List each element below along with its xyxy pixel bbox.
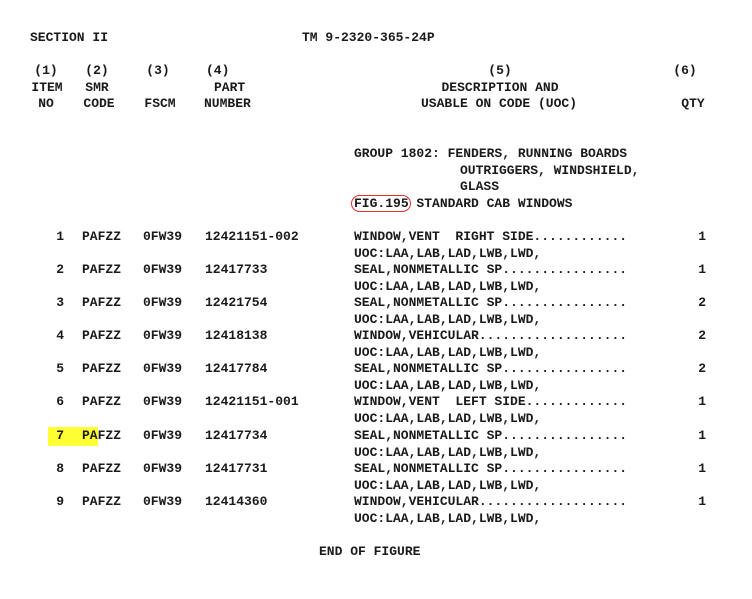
column-number: (6) bbox=[673, 63, 697, 78]
table-row bbox=[0, 262, 752, 295]
uoc-codes: UOC:LAA,LAB,LAD,LWB,LWD, bbox=[354, 246, 542, 261]
smr-code: PAFZZ bbox=[82, 229, 122, 244]
uoc-codes: UOC:LAA,LAB,LAD,LWB,LWD, bbox=[354, 445, 542, 460]
part-description: SEAL,NONMETALLIC SP................ bbox=[354, 295, 628, 310]
part-description: WINDOW,VEHICULAR................... bbox=[354, 328, 628, 343]
column-title: PART bbox=[214, 80, 246, 95]
quantity: 1 bbox=[698, 262, 706, 277]
fscm-code: 0FW39 bbox=[143, 361, 183, 376]
part-description: WINDOW,VENT LEFT SIDE............. bbox=[354, 394, 628, 409]
column-number: (2) bbox=[85, 63, 109, 78]
uoc-codes: UOC:LAA,LAB,LAD,LWB,LWD, bbox=[354, 279, 542, 294]
quantity: 1 bbox=[698, 494, 706, 509]
smr-code: PAFZZ bbox=[82, 428, 122, 443]
column-title: CODE bbox=[83, 96, 115, 111]
column-title: NUMBER bbox=[204, 96, 251, 111]
item-number: 1 bbox=[56, 229, 64, 244]
column-title: FSCM bbox=[144, 96, 176, 111]
column-title: USABLE ON CODE (UOC) bbox=[420, 96, 578, 111]
column-title: QTY bbox=[681, 96, 705, 111]
part-number: 12414360 bbox=[205, 494, 268, 509]
end-of-figure: END OF FIGURE bbox=[319, 544, 421, 559]
smr-code: PAFZZ bbox=[82, 361, 122, 376]
part-number: 12417733 bbox=[205, 262, 268, 277]
table-row bbox=[0, 428, 752, 461]
part-number: 12421151-001 bbox=[205, 394, 299, 409]
quantity: 1 bbox=[698, 229, 706, 244]
group-title-line-1: GROUP 1802: FENDERS, RUNNING BOARDS bbox=[354, 146, 628, 161]
fscm-code: 0FW39 bbox=[143, 428, 183, 443]
tm-number: TM 9-2320-365-24P bbox=[302, 30, 435, 45]
quantity: 1 bbox=[698, 394, 706, 409]
part-number: 12418138 bbox=[205, 328, 268, 343]
part-description: SEAL,NONMETALLIC SP................ bbox=[354, 262, 628, 277]
smr-code: PAFZZ bbox=[82, 328, 122, 343]
smr-code: PAFZZ bbox=[82, 295, 122, 310]
fscm-code: 0FW39 bbox=[143, 461, 183, 476]
quantity: 2 bbox=[698, 328, 706, 343]
table-row bbox=[0, 394, 752, 427]
figure-caption: 5 STANDARD CAB WINDOWS bbox=[400, 196, 573, 211]
part-number: 12421754 bbox=[205, 295, 268, 310]
item-number: 4 bbox=[56, 328, 64, 343]
part-description: SEAL,NONMETALLIC SP................ bbox=[354, 361, 628, 376]
figure-label: FIG.19 bbox=[354, 196, 401, 211]
table-row bbox=[0, 229, 752, 262]
part-description: SEAL,NONMETALLIC SP................ bbox=[354, 461, 628, 476]
uoc-codes: UOC:LAA,LAB,LAD,LWB,LWD, bbox=[354, 478, 542, 493]
section-label: SECTION II bbox=[30, 30, 109, 45]
smr-code: PAFZZ bbox=[82, 394, 122, 409]
item-number: 9 bbox=[56, 494, 64, 509]
part-number: 12417784 bbox=[205, 361, 268, 376]
part-description: WINDOW,VEHICULAR................... bbox=[354, 494, 628, 509]
smr-code: PAFZZ bbox=[82, 494, 122, 509]
column-title: ITEM bbox=[31, 80, 63, 95]
item-number: 6 bbox=[56, 394, 64, 409]
uoc-codes: UOC:LAA,LAB,LAD,LWB,LWD, bbox=[354, 511, 542, 526]
uoc-codes: UOC:LAA,LAB,LAD,LWB,LWD, bbox=[354, 411, 542, 426]
part-number: 12421151-002 bbox=[205, 229, 299, 244]
column-title: SMR bbox=[85, 80, 109, 95]
table-row bbox=[0, 361, 752, 394]
item-number: 7 bbox=[56, 428, 64, 443]
quantity: 2 bbox=[698, 361, 706, 376]
part-number: 12417734 bbox=[205, 428, 268, 443]
column-title: DESCRIPTION AND bbox=[441, 80, 559, 95]
smr-code: PAFZZ bbox=[82, 461, 122, 476]
quantity: 1 bbox=[698, 461, 706, 476]
table-row bbox=[0, 461, 752, 494]
fscm-code: 0FW39 bbox=[143, 494, 183, 509]
uoc-codes: UOC:LAA,LAB,LAD,LWB,LWD, bbox=[354, 345, 542, 360]
column-title: NO bbox=[38, 96, 54, 111]
part-description: SEAL,NONMETALLIC SP................ bbox=[354, 428, 628, 443]
fscm-code: 0FW39 bbox=[143, 262, 183, 277]
table-row bbox=[0, 328, 752, 361]
part-description: WINDOW,VENT RIGHT SIDE............ bbox=[354, 229, 628, 244]
fscm-code: 0FW39 bbox=[143, 394, 183, 409]
fscm-code: 0FW39 bbox=[143, 295, 183, 310]
quantity: 1 bbox=[698, 428, 706, 443]
group-title-line-3: GLASS bbox=[460, 179, 500, 194]
uoc-codes: UOC:LAA,LAB,LAD,LWB,LWD, bbox=[354, 312, 542, 327]
fscm-code: 0FW39 bbox=[143, 229, 183, 244]
column-number: (3) bbox=[146, 63, 170, 78]
smr-code: PAFZZ bbox=[82, 262, 122, 277]
group-title-line-2: OUTRIGGERS, WINDSHIELD, bbox=[460, 163, 640, 178]
column-number: (4) bbox=[206, 63, 230, 78]
red-circle-annotation bbox=[351, 195, 411, 212]
fscm-code: 0FW39 bbox=[143, 328, 183, 343]
item-number: 3 bbox=[56, 295, 64, 310]
item-number: 5 bbox=[56, 361, 64, 376]
item-number: 8 bbox=[56, 461, 64, 476]
table-row bbox=[0, 494, 752, 527]
uoc-codes: UOC:LAA,LAB,LAD,LWB,LWD, bbox=[354, 378, 542, 393]
item-number: 2 bbox=[56, 262, 64, 277]
part-number: 12417731 bbox=[205, 461, 268, 476]
column-number: (1) bbox=[34, 63, 58, 78]
quantity: 2 bbox=[698, 295, 706, 310]
table-row bbox=[0, 295, 752, 328]
column-number: (5) bbox=[488, 63, 512, 78]
